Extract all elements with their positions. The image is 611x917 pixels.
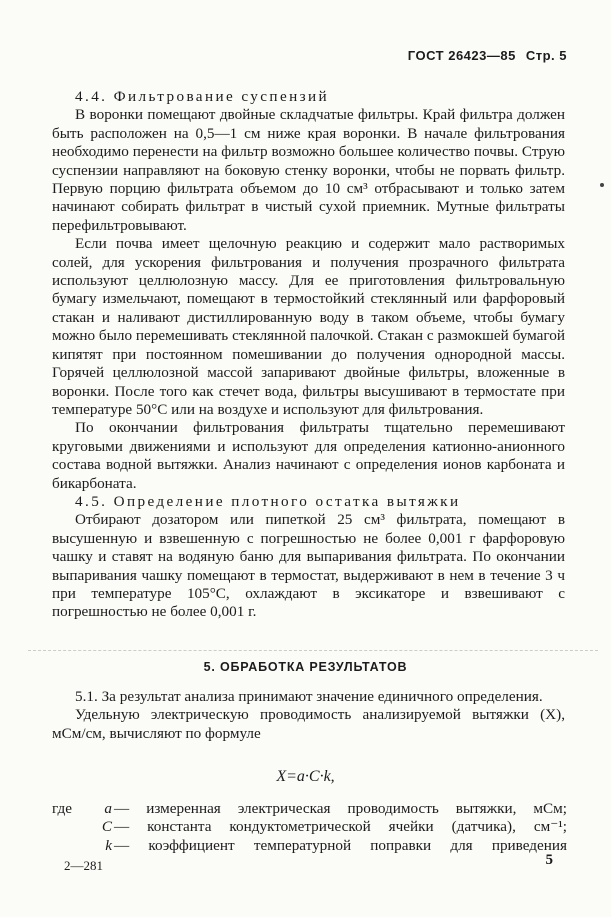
section-4-4-paragraph-3: По окончании фильтрования фильтраты тщательно перемешивают круговыми движениями и используют для определения катионно-анионного состава водной вытяжки. Анализ начинают с определения ионов карбоната и бикарбоната. (52, 419, 565, 492)
definition-row (52, 837, 567, 855)
conductivity-intro: Удельную электрическую проводимость анализируемой вытяжки (X), мСм/см, вычисляют по формуле (52, 706, 565, 742)
section-4-5-paragraph-1: Отбирают дозатором или пипеткой 25 см³ фильтрата, помещают в высушенную и взвешенную с погрешностью не более 0,001 г фарфоровую чашку и ставят на водяную баню для выпаривания фильтрата. По окончании выпаривания чашку помещают в термостат, выдерживают в нем в течение 3 ч при температуре 105°С, охлаждают в эксикаторе и взвешивают с погрешностью не более 0,001 г. (52, 511, 565, 621)
definition-row (52, 818, 567, 836)
standard-number: ГОСТ 26423—85 (407, 48, 516, 63)
formula-definitions (52, 800, 567, 855)
definition-symbol: a (104, 800, 112, 817)
section-5-1-paragraph: 5.1. За результат анализа принимают значение единичного определения. (75, 688, 543, 705)
conductivity-formula: X=a·C·k, (276, 768, 335, 785)
definition-row (52, 800, 567, 818)
definition-text: — измеренная электрическая проводимость вытяжки, мСм; (114, 800, 567, 817)
page-header (408, 48, 567, 63)
page-number: 5 (545, 852, 553, 868)
definition-symbol: C (101, 818, 112, 836)
section-4-5-title: 4.5. Определение плотного остатка вытяжки (75, 492, 461, 510)
section-5-body (52, 688, 565, 743)
section-4-4-paragraph-2: Если почва имеет щелочную реакцию и содержит мало растворимых солей, для ускорения фильтрования и получения прозрачного фильтрата используют целлюлозную массу. Для ее приготовления фильтровальную бумагу измельчают, помещают в термостойкий стеклянный или фарфоровый стакан и наливают дистиллированную воду в таком объеме, чтобы бумагу можно было перемешивать стеклянной палочкой. Стакан с размокшей бумагой кипятят при постоянном помешивании до получения однородной массы. Горячей целлюлозной массой запаривают двойные фильтры, вложенные в воронки. После того как стечет вода, фильтры высушивают в термостате при температуре 50°С или на воздухе и используют для фильтрования. (52, 235, 565, 418)
definition-symbol: k (105, 836, 112, 854)
scan-divider (28, 650, 598, 651)
section-4-4-title: 4.4. Фильтрование суспензий (75, 88, 330, 105)
definition-text: — константа кондуктометрической ячейки (датчика), см⁻¹; (114, 818, 567, 836)
definition-text: — коэффициент температурной поправки для приведения (114, 836, 567, 854)
header-page-label: Стр. 5 (525, 48, 567, 63)
margin-mark (600, 183, 604, 187)
section-4-4-paragraph-1: В воронки помещают двойные складчатые фильтры. Край фильтра должен быть расположен на 0,5—1 см ниже края воронки. В начале фильтрования необходимо перенести на фильтр возможно большее количество почвы. Струю суспензии направляют на боковую стенку воронки, чтобы не порвать фильтр. Первую порцию фильтрата объемом до 10 см³ отбрасывают и только затем начинают собирать фильтрат в чистый сухой приемник. Мутные фильтраты перефильтровывают. (52, 106, 565, 234)
print-code: 2—281 (64, 858, 103, 873)
section-5-title: 5. ОБРАБОТКА РЕЗУЛЬТАТОВ (203, 660, 408, 674)
where-label: где (52, 800, 72, 817)
section-4-4 (52, 88, 565, 622)
